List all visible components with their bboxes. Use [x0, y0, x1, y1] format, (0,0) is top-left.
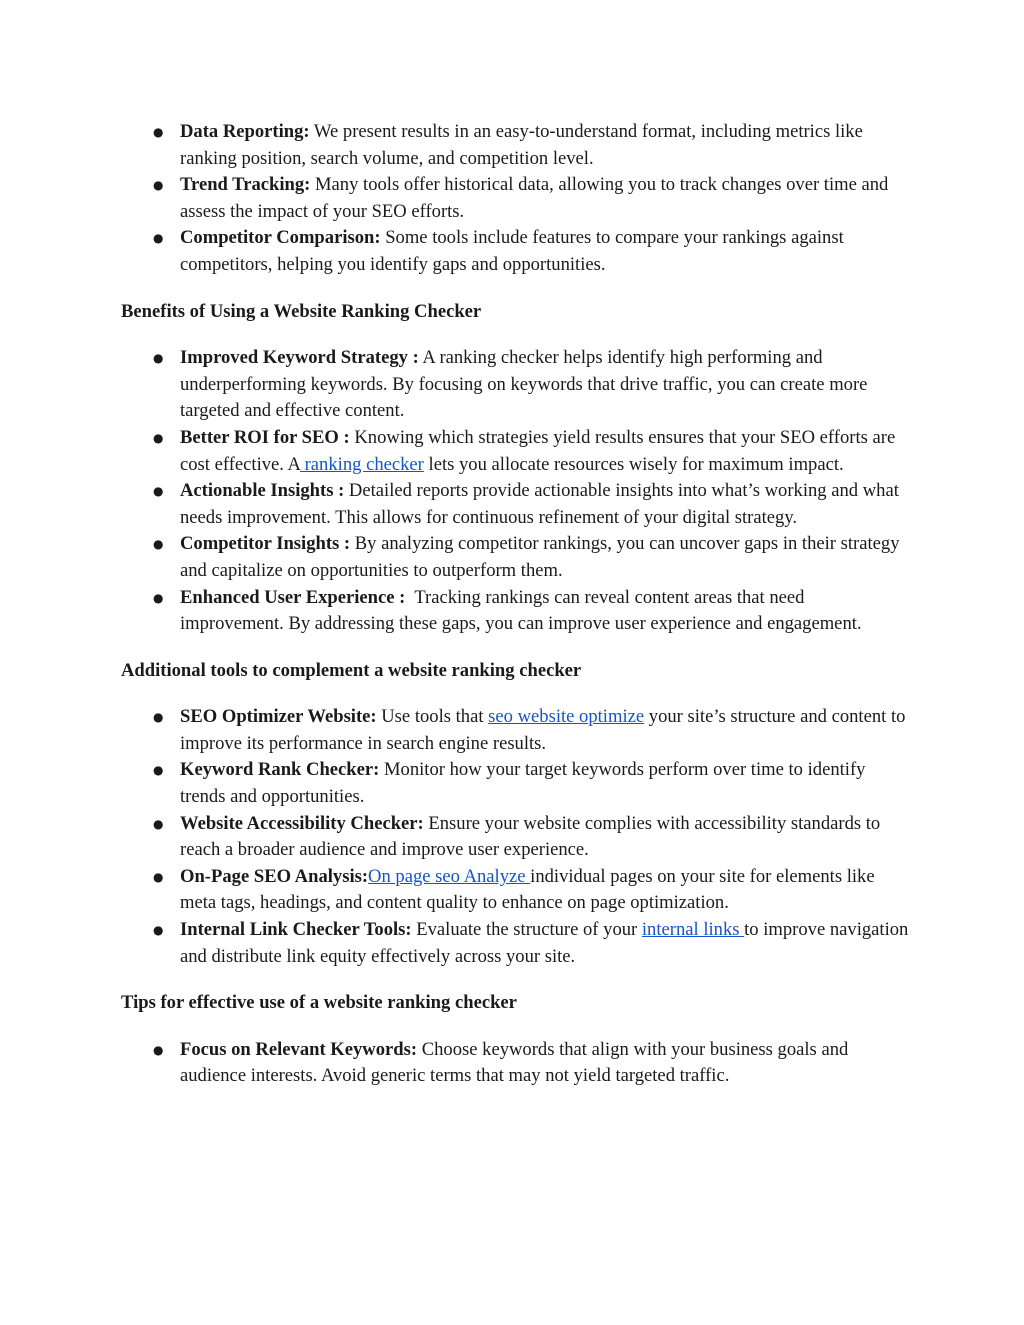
list-item: [121, 1037, 911, 1090]
item-text: Evaluate the structure of your: [411, 919, 642, 941]
bullet-icon: ●: [153, 1042, 164, 1057]
tips-list: [121, 1037, 911, 1090]
bullet-icon: ●: [153, 869, 164, 884]
item-term: Better ROI for SEO :: [180, 426, 350, 448]
section-heading-additional: Additional tools to complement a website ranking checker: [121, 659, 582, 681]
item-text: to improve navigation and distribute link equity effectively across your site.: [180, 919, 909, 967]
list-item: [121, 811, 911, 864]
bullet-icon: ●: [153, 231, 164, 246]
item-text: Monitor how your target keywords perform over time to identify trends and opportunities.: [180, 759, 866, 808]
list-item: [121, 478, 911, 531]
bullet-icon: ●: [153, 430, 164, 445]
item-term: Improved Keyword Strategy :: [180, 347, 419, 369]
ranking-checker-link[interactable]: ranking checker: [299, 453, 424, 475]
item-text: Many tools offer historical data, allowing you to track changes over time and assess the impact of your SEO efforts.: [180, 174, 889, 222]
bullet-icon: ●: [153, 763, 164, 778]
list-item: [121, 225, 911, 278]
section-heading-tips: Tips for effective use of a website ranking checker: [121, 992, 517, 1014]
item-text: Tracking rankings can reveal content areas that need improvement. By addressing these gaps, you can improve user experience and engagement.: [180, 586, 862, 635]
bullet-icon: ●: [153, 178, 164, 193]
bullet-icon: ●: [153, 537, 164, 552]
bullet-icon: ●: [153, 816, 164, 831]
item-term: Competitor Insights :: [180, 533, 351, 555]
item-term: Trend Tracking:: [180, 174, 311, 196]
item-term: Enhanced User Experience :: [180, 586, 406, 608]
item-text: A ranking checker helps identify high performing and underperforming keywords. By focusing on keywords that drive traffic, you can create more targeted and effective content.: [180, 347, 868, 422]
bullet-icon: ●: [153, 125, 164, 139]
bullet-icon: ●: [153, 590, 164, 605]
benefits-list: [121, 345, 911, 638]
additional-tools-list: [121, 704, 911, 970]
item-text: your site’s structure and content to improve its performance in search engine results.: [180, 706, 906, 754]
item-term: Competitor Comparison:: [180, 227, 381, 249]
bullet-icon: ●: [153, 710, 164, 725]
item-term: Focus on Relevant Keywords:: [180, 1038, 418, 1060]
list-item: [121, 425, 911, 478]
item-text: Choose keywords that align with your business goals and audience interests. Avoid generic terms that may not yield targeted traffic.: [180, 1038, 849, 1087]
item-text: We present results in an easy-to-understand format, including metrics like ranking position, search volume, and competition level.: [180, 121, 863, 169]
document-content: [121, 119, 911, 1090]
item-term: SEO Optimizer Website:: [180, 706, 377, 728]
internal-links-link[interactable]: internal links: [641, 919, 745, 941]
item-term: Data Reporting:: [180, 121, 310, 142]
list-item: [121, 531, 911, 584]
item-term: On-Page SEO Analysis:: [180, 865, 369, 887]
item-text: Ensure your website complies with accessibility standards to reach a broader audience and improve user experience.: [180, 812, 881, 861]
item-text: Some tools include features to compare your rankings against competitors, helping you identify gaps and opportunities.: [180, 227, 844, 275]
item-term: Keyword Rank Checker:: [180, 759, 380, 781]
intro-list: [121, 119, 911, 279]
list-item: [121, 757, 911, 810]
item-text: lets you allocate resources wisely for maximum impact.: [423, 453, 844, 475]
list-item: [121, 585, 911, 638]
item-text: Detailed reports provide actionable insights into what’s working and what needs improvement. This allows for continuous refinement of your digital strategy.: [180, 480, 899, 528]
item-term: Website Accessibility Checker:: [180, 812, 424, 834]
bullet-icon: ●: [153, 923, 164, 938]
list-item: [121, 917, 911, 970]
list-item: [121, 172, 911, 225]
bullet-icon: ●: [153, 351, 164, 366]
bullet-icon: ●: [153, 484, 164, 499]
item-text: individual pages on your site for elements like meta tags, headings, and content quality to enhance on page optimization.: [180, 865, 875, 914]
item-text: By analyzing competitor rankings, you can uncover gaps in their strategy and capitalize on opportunities to outperform them.: [180, 533, 900, 581]
item-text: Use tools that: [376, 706, 489, 728]
item-term: Actionable Insights :: [180, 480, 345, 502]
item-text: Knowing which strategies yield results ensures that your SEO efforts are cost effective. A: [180, 426, 896, 475]
on-page-seo-analyze-link[interactable]: On page seo Analyze: [368, 865, 531, 887]
list-item: [121, 864, 911, 917]
seo-website-optimize-link[interactable]: seo website optimize: [488, 706, 645, 728]
list-item: [121, 119, 911, 172]
section-heading-benefits: Benefits of Using a Website Ranking Checker: [121, 300, 482, 322]
list-item: [121, 704, 911, 757]
list-item: [121, 345, 911, 425]
item-term: Internal Link Checker Tools:: [180, 919, 412, 941]
